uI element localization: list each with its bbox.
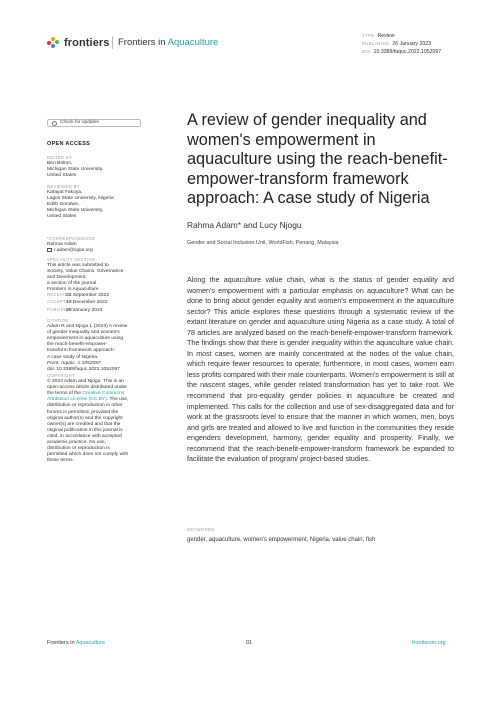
check-updates-label: Check for updates	[60, 120, 99, 125]
copyright-line: these terms.	[47, 458, 74, 464]
published-value: 26 January 2023	[392, 41, 431, 47]
journal-prefix: Frontiers in	[118, 37, 166, 48]
edited-by-label: EDITED BY	[47, 155, 73, 160]
check-updates-icon	[52, 121, 57, 126]
citation-line: Adam R and Njogu L (2023) A review	[47, 324, 128, 330]
reviewed-by-label: REVIEWED BY	[47, 184, 80, 189]
reviewer-line: Kafayat Fakoya,	[47, 190, 83, 196]
editor-line: Michigan State University,	[47, 167, 104, 173]
specialty-label: SPECIALTY SECTION	[47, 257, 96, 262]
frontiers-logo[interactable]	[47, 36, 110, 50]
history-dates	[47, 292, 109, 314]
citation-block	[47, 318, 147, 373]
specialty-line: Frontiers in Aquaculture	[47, 287, 99, 293]
specialty-block	[47, 257, 147, 294]
edited-by-block	[47, 155, 147, 179]
mail-icon	[47, 248, 52, 252]
brand-name: frontiers	[64, 37, 110, 49]
doi-label: DOI	[362, 49, 371, 54]
citation-line: transform framework approach:	[47, 348, 115, 354]
correspondence-email-link[interactable]: r.adam@cgiar.org	[54, 248, 93, 254]
citation-doi[interactable]: doi: 10.3389/faquc.2022.1052097	[47, 366, 120, 372]
citation-line: of gender inequality and women's	[47, 330, 120, 336]
open-access-heading: OPEN ACCESS	[47, 141, 91, 147]
footer-journal	[47, 640, 105, 646]
reviewed-by-block	[47, 184, 147, 221]
citation-label: CITATION	[47, 318, 69, 323]
journal-name: Aquaculture	[167, 37, 219, 48]
page-number: 01	[246, 640, 253, 646]
editor-line: United States	[47, 173, 77, 179]
reviewer-line: Michigan State University,	[47, 208, 104, 214]
citation-line: Front. Aquac. 1:1052097.	[47, 360, 103, 366]
specialty-line: and Development,	[47, 275, 87, 281]
copyright-line: original author(s) and the copyright	[47, 415, 123, 421]
accepted-label: ACCEPTED	[47, 299, 73, 305]
copyright-line: distribution or reproduction in other	[47, 403, 123, 409]
copyright-line: open-access article distributed under	[47, 385, 127, 391]
received-label: RECEIVED	[47, 292, 72, 297]
type-label: TYPE	[362, 33, 375, 38]
copyright-line: original publication in this journal is	[47, 427, 123, 433]
article-title: A review of gender inequality and women's empowerment in aquaculture using the reach-benefit-empower-transform framework approach: A case study of Nigeria	[187, 111, 448, 207]
copyright-line: permitted which does not comply with	[47, 452, 129, 458]
article-meta	[362, 32, 441, 56]
article-authors: Rahma Adam* and Lucy Njogu	[187, 220, 302, 230]
copyright-line: the terms of the	[47, 391, 83, 397]
specialty-line: This article was submitted to	[47, 263, 109, 269]
type-value: Review	[377, 33, 395, 39]
footer-journal-name: Aquaculture	[75, 640, 106, 646]
frontiers-logo-icon	[47, 37, 61, 49]
reviewer-line: Edith Gondwe,	[47, 202, 80, 208]
copyright-line: . The use,	[106, 397, 129, 403]
copyright-line: forums is permitted, provided the	[47, 409, 119, 415]
correspondence-name: Rahma Adam	[47, 242, 77, 248]
published-label: PUBLISHED	[362, 41, 390, 46]
copyright-line: owner(s) are credited and that the	[47, 421, 121, 427]
citation-line: A case study of Nigeria.	[47, 354, 99, 360]
citation-line: the reach-benefit-empower-	[47, 342, 108, 348]
reviewer-line: United States	[47, 214, 77, 220]
license-link[interactable]: Creative Commons	[82, 391, 125, 397]
copyright-line: © 2023 Adam and Njogu. This is an	[47, 379, 124, 385]
copyright-line: cited, in accordance with accepted	[47, 433, 122, 439]
correspondence-block	[47, 236, 147, 254]
editor-line: Ben Belton,	[47, 161, 73, 167]
header-divider	[112, 36, 113, 49]
keywords-label: KEYWORDS	[187, 527, 215, 532]
reviewer-line: Lagos State University, Nigeria	[47, 196, 114, 202]
copyright-label: COPYRIGHT	[47, 373, 75, 378]
journal-title[interactable]	[118, 36, 218, 49]
received-date: 23 September 2022	[66, 293, 109, 298]
published-label: PUBLISHED	[47, 306, 74, 312]
copyright-line: academic practice. No use,	[47, 440, 106, 446]
keywords-list: gender, aquaculture, women's empowerment, Nigeria, value chain, fish	[187, 537, 376, 543]
author-affiliation: Gender and Social Inclusion Unit, WorldFish, Penang, Malaysia	[187, 240, 339, 246]
footer-journal-prefix: Frontiers in	[47, 640, 75, 646]
abstract-text: Along the aquaculture value chain, what is the status of gender equality and women's empowerment with a particular emphasis on aquaculture? What can be done to bring about gender equality and women's empowerment in the aquaculture sector? This article explores these questions through a systematic review of the extant literature on gender and aquaculture using Nigeria as a case study. A total of 78 articles are analyzed based on the reach-benefit-empower-transform framework. The findings show that there is gender inequality within the aquaculture value chain. In most cases, women are mainly concentrated at the nodes of the value chain, which require fewer resources to operate; furthermore, in most cases, women earn less profits compared with their male counterparts. Women's empowerment is still at the nascent stages, while gender related transformation has yet to take root. We recommend that pro-equality gender policies in aquaculture be created and implemented. This calls for the collection and use of sex-disaggregated data and for work at the grassroots level to ensure that the manner in which women, men, boys and girls are treated and allowed to live and function in the communities they reside engenders development, harmony, gender equality and prosperity. Finally, we recommend that the reach-benefit-empower-transform framework be expanded to facilitate the evaluation of program/ project-based studies.	[187, 276, 454, 464]
copyright-line: distribution or reproduction is	[47, 446, 110, 452]
copyright-block	[47, 373, 147, 464]
check-updates-button[interactable]	[47, 119, 141, 127]
specialty-line: Society, Value Chains, Governance	[47, 269, 124, 275]
correspondence-label: *CORRESPONDENCE	[47, 236, 96, 241]
accepted-date: 12 December 2022	[66, 300, 108, 306]
specialty-line: a section of the journal	[47, 281, 97, 287]
doi-link[interactable]: 10.3389/faquc.2022.1052097	[373, 49, 442, 55]
license-link[interactable]: Attribution License (CC BY)	[47, 397, 107, 403]
published-date: 26 January 2023	[66, 307, 103, 313]
citation-line: empowerment in aquaculture using	[47, 336, 124, 342]
footer-site-link[interactable]: frontiersin.org	[412, 640, 446, 646]
